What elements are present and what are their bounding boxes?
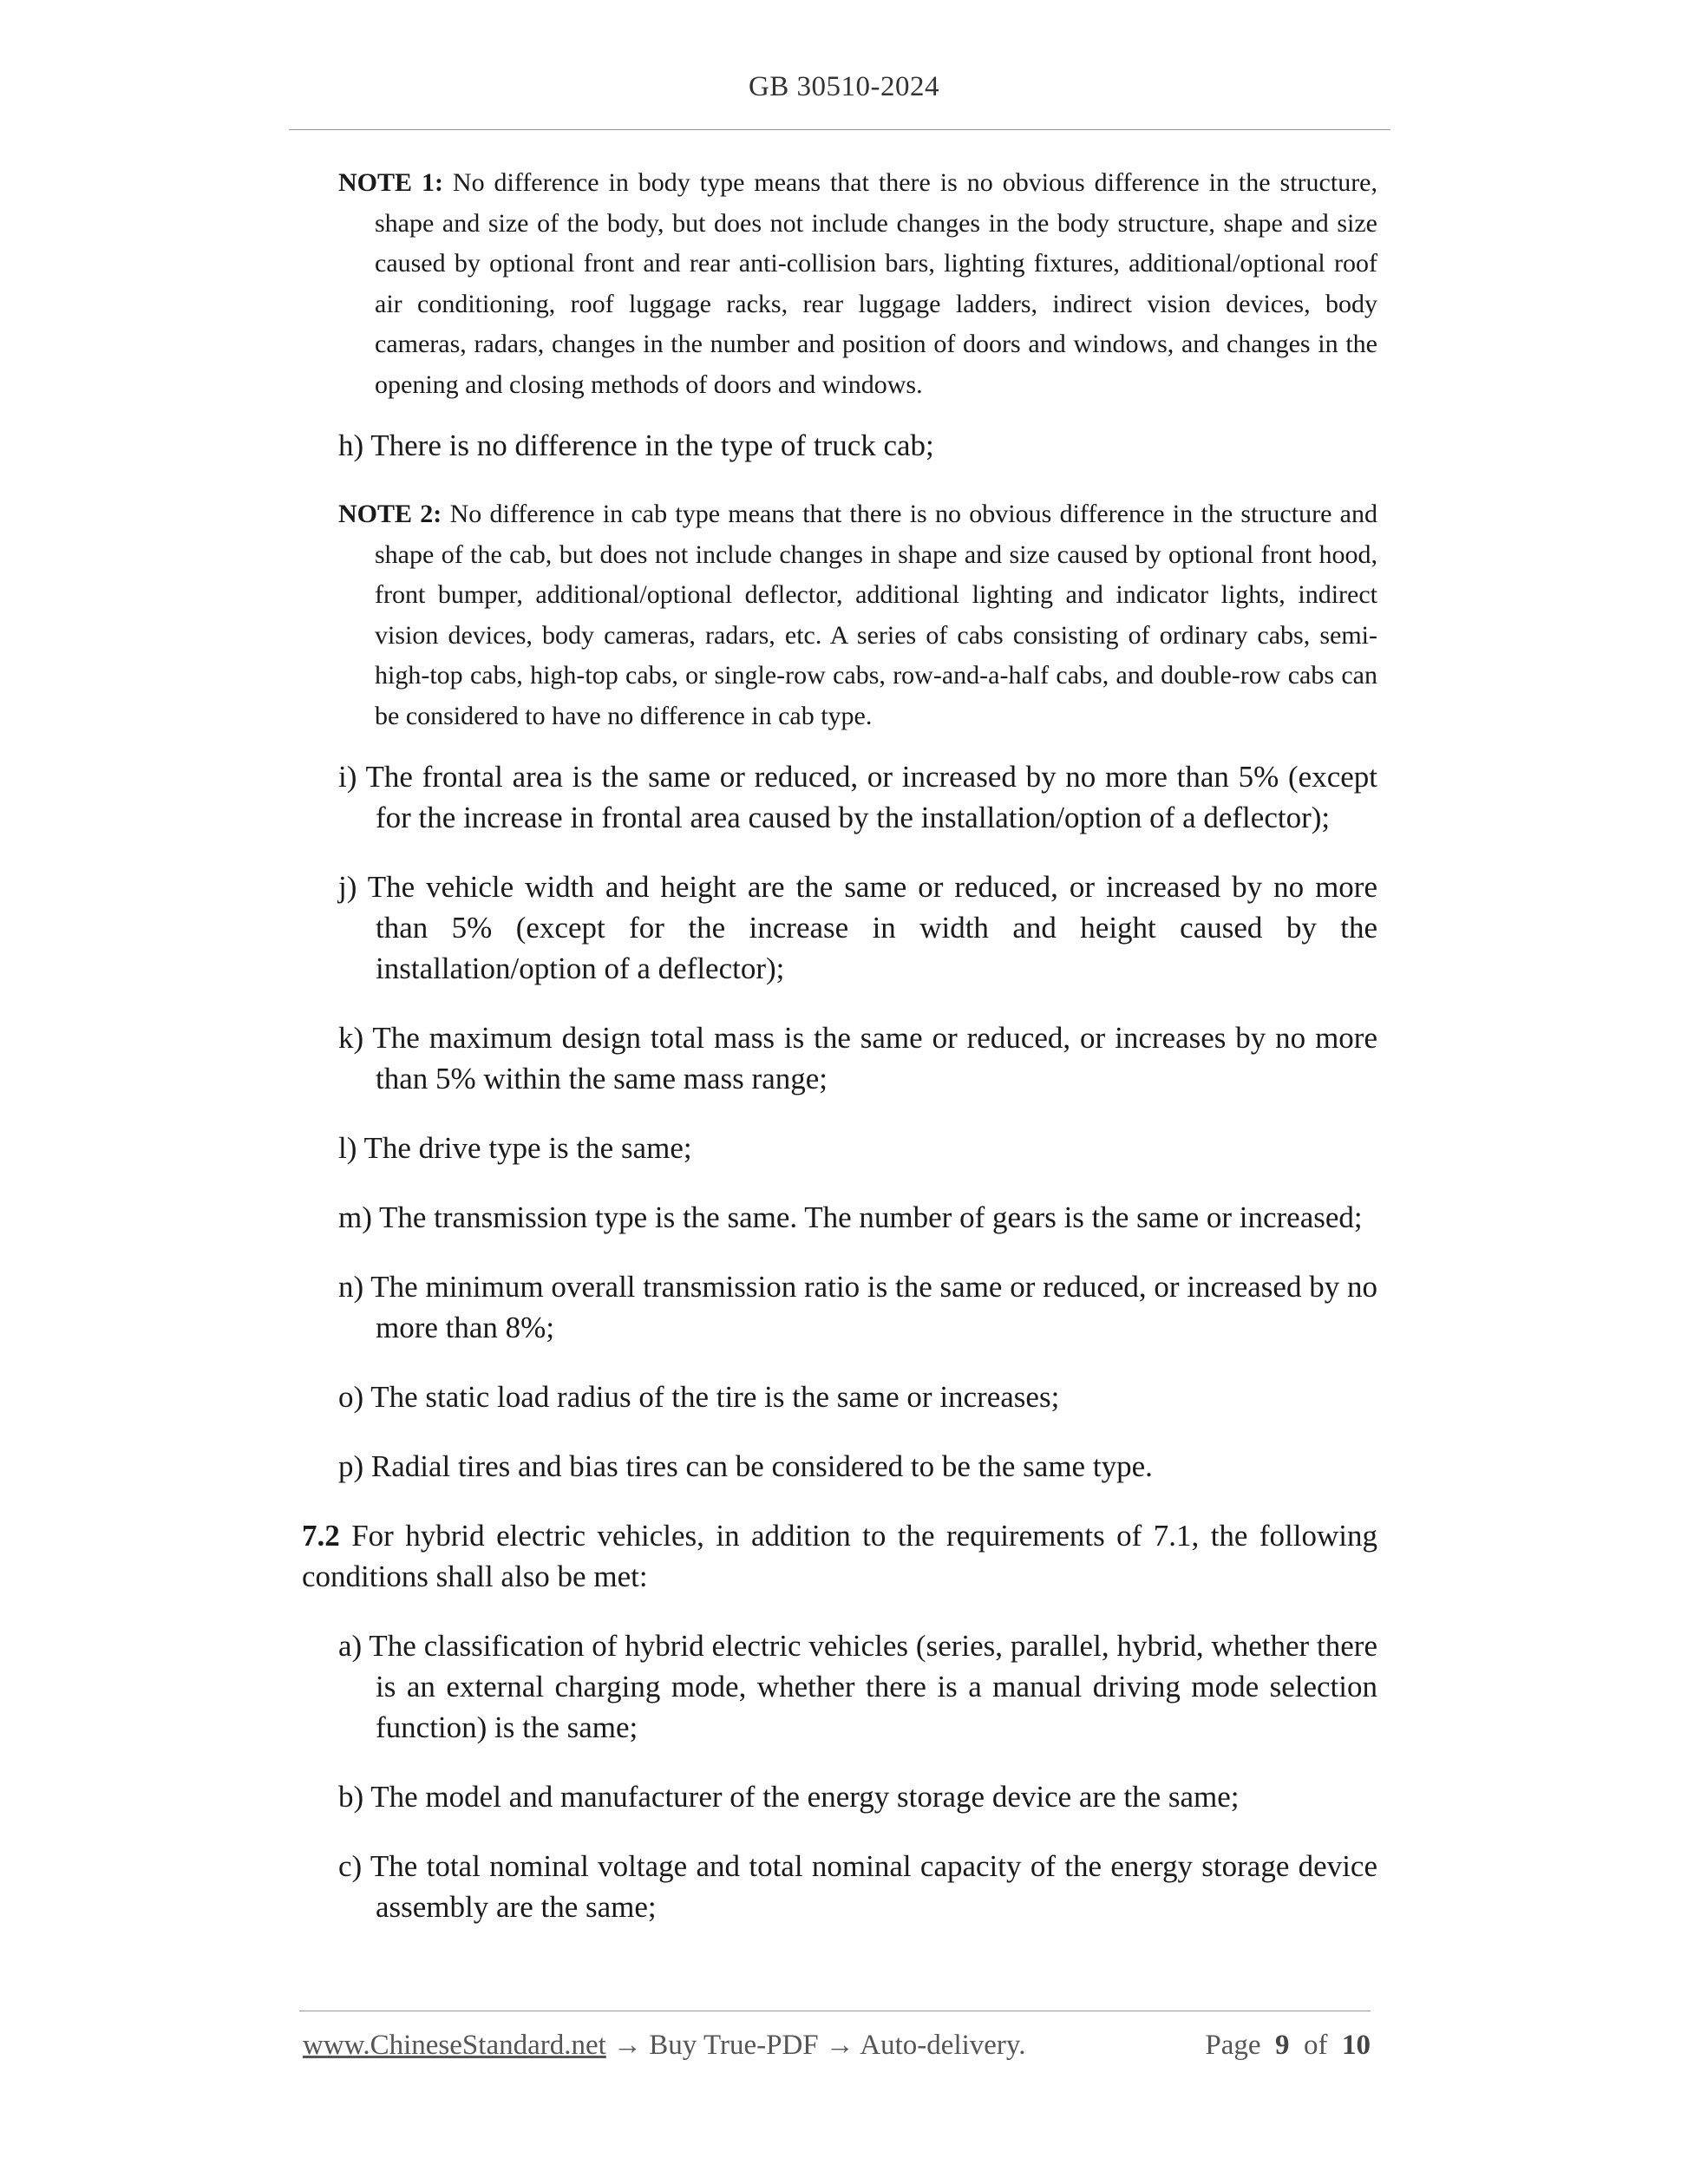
note-2 xyxy=(338,494,1377,736)
list-item-7-2-b: b) The model and manufacturer of the energy storage device are the same; xyxy=(338,1780,1240,1814)
footer-left xyxy=(303,2030,1026,2062)
section-7-2-number: 7.2 xyxy=(302,1519,340,1553)
page-of-label: of xyxy=(1304,2030,1328,2061)
list-item-n: n) The minimum overall transmission ratio is the same or reduced, or increased by no more than 8%; xyxy=(338,1270,1377,1344)
header-divider xyxy=(289,129,1390,130)
list-item-m: m) The transmission type is the same. The number of gears is the same or increased; xyxy=(338,1200,1363,1234)
document-body xyxy=(302,163,1377,1956)
section-7-2-text: For hybrid electric vehicles, in addition to the requirements of 7.1, the following conditions shall also be met: xyxy=(302,1519,1377,1593)
page-number xyxy=(1205,2030,1371,2062)
section-7-2 xyxy=(302,1515,1377,1597)
page-header: GB 30510-2024 xyxy=(748,71,940,102)
footer-tagline: → Buy True-PDF → Auto-delivery. xyxy=(605,2030,1026,2061)
list-item-p: p) Radial tires and bias tires can be considered to be the same type. xyxy=(338,1449,1153,1483)
list-item-k: k) The maximum design total mass is the same or reduced, or increases by no more than 5% within the same mass range; xyxy=(338,1021,1377,1095)
list-item-7-2-c: c) The total nominal voltage and total nominal capacity of the energy storage device assembly are the same; xyxy=(338,1849,1377,1924)
page-total: 10 xyxy=(1342,2030,1371,2061)
note-2-text: No difference in cab type means that there is no obvious difference in the structure and shape of the cab, but does not include changes in shape and size caused by optional front hood, front bumper, additional/optional deflector, additional lighting and indicator lights, indirect vision devices, body cameras, radars, etc. A series of cabs consisting of ordinary cabs, semi-high-top cabs, high-top cabs, or single-row cabs, row-and-a-half cabs, and double-row cabs can be considered to have no difference in cab type. xyxy=(375,500,1377,730)
note-1 xyxy=(338,163,1377,405)
list-item-i: i) The frontal area is the same or reduced, or increased by no more than 5% (except for the increase in frontal area caused by the installation/option of a deflector); xyxy=(338,760,1377,834)
page-footer xyxy=(303,2030,1371,2069)
list-item-l: l) The drive type is the same; xyxy=(338,1131,692,1165)
list-item-h: h) There is no difference in the type of truck cab; xyxy=(338,428,934,462)
note-1-label: NOTE 1: xyxy=(338,168,443,197)
list-item-7-2-a: a) The classification of hybrid electric vehicles (series, parallel, hybrid, whether there is an external charging mode, whether there is a manual driving mode selection function) is the same; xyxy=(338,1629,1377,1744)
list-item-o: o) The static load radius of the tire is the same or increases; xyxy=(338,1380,1060,1414)
website-link[interactable]: www.ChineseStandard.net xyxy=(303,2030,606,2061)
note-1-text: No difference in body type means that there is no obvious difference in the structure, shape and size of the body, but does not include changes in the body structure, shape and size caused by optional front and rear anti-collision bars, lighting fixtures, additional/optional roof air conditioning, roof luggage racks, rear luggage ladders, indirect vision devices, body cameras, radars, changes in the number and position of doors and windows, and changes in the opening and closing methods of doors and windows. xyxy=(375,168,1377,399)
list-item-j: j) The vehicle width and height are the same or reduced, or increased by no more than 5% (except for the increase in width and height caused by the installation/option of a deflector); xyxy=(338,870,1377,985)
note-2-label: NOTE 2: xyxy=(338,500,442,528)
page-label: Page xyxy=(1205,2030,1261,2061)
page-current: 9 xyxy=(1275,2030,1290,2061)
